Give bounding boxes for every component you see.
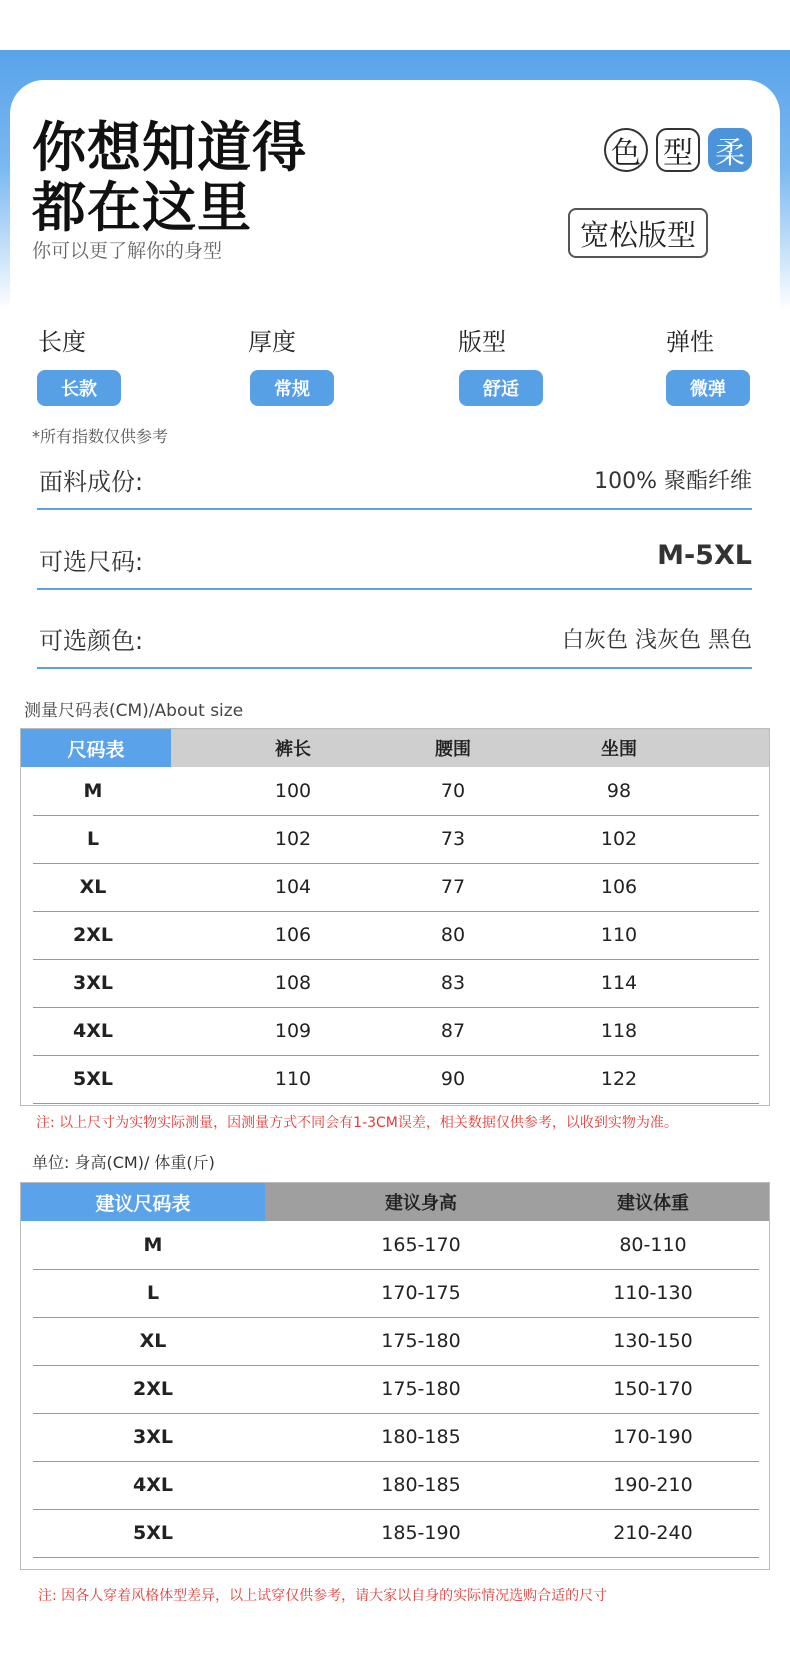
table-cell: 102 — [274, 828, 312, 850]
table-cell: 114 — [600, 972, 638, 994]
table-cell: 106 — [274, 924, 312, 946]
table-cell: 106 — [600, 876, 638, 898]
table-cell: 110 — [274, 1068, 312, 1090]
table-cell: 109 — [274, 1020, 312, 1042]
attr-label-length: 长度 — [38, 328, 86, 356]
table-cell: 2XL — [133, 1378, 173, 1400]
suggest-header-height: 建议身高 — [385, 1193, 457, 1214]
table-cell: 87 — [440, 1020, 466, 1042]
table-cell: 102 — [600, 828, 638, 850]
tag-shape: 型 — [656, 128, 700, 172]
attr-label-thickness: 厚度 — [248, 328, 296, 356]
attr-note: *所有指数仅供参考 — [32, 427, 169, 446]
table-row — [33, 767, 759, 816]
table-row — [33, 1461, 759, 1510]
table-row — [33, 1509, 759, 1558]
measure-header-size: 尺码表 — [21, 729, 171, 767]
fabric-label: 面料成份: — [39, 468, 144, 496]
table-cell: XL — [139, 1330, 167, 1352]
tag-soft: 柔 — [708, 128, 752, 172]
attr-pill-thickness: 常规 — [250, 370, 334, 406]
attr-pill-length: 长款 — [37, 370, 121, 406]
table-row — [33, 1055, 759, 1104]
hero-title-line1: 你想知道得 — [32, 116, 307, 179]
table-cell: 190-210 — [613, 1474, 693, 1496]
attr-label-fit: 版型 — [458, 328, 506, 356]
suggest-table — [20, 1182, 770, 1570]
color-label: 可选颜色: — [39, 627, 144, 655]
table-cell: 110 — [600, 924, 638, 946]
hero-subtitle: 你可以更了解你的身型 — [32, 240, 223, 262]
table-cell: 3XL — [73, 972, 113, 994]
table-cell: M — [83, 780, 103, 802]
table-cell: 4XL — [73, 1020, 113, 1042]
table-cell: 3XL — [133, 1426, 173, 1448]
table-row — [33, 1221, 759, 1270]
table-row — [33, 911, 759, 960]
table-cell: 110-130 — [613, 1282, 693, 1304]
measure-table — [20, 728, 770, 1106]
fabric-value: 100% 聚酯纤维 — [594, 469, 752, 494]
table-cell: 90 — [440, 1068, 466, 1090]
tag-color: 色 — [604, 128, 648, 172]
measure-note: 注: 以上尺寸为实物实际测量，因测量方式不同会有1-3CM误差，相关数据仅供参考，以收到实物为准。 — [36, 1115, 678, 1131]
table-cell: 5XL — [73, 1068, 113, 1090]
table-cell: 185-190 — [381, 1522, 461, 1544]
table-row — [33, 1317, 759, 1366]
measure-caption: 测量尺码表(CM)/About size — [24, 701, 244, 721]
table-cell: 77 — [440, 876, 466, 898]
table-cell: 80 — [440, 924, 466, 946]
table-cell: 4XL — [133, 1474, 173, 1496]
table-cell: 118 — [600, 1020, 638, 1042]
table-cell: L — [86, 828, 100, 850]
fabric-row — [37, 448, 752, 510]
table-cell: 165-170 — [381, 1234, 461, 1256]
color-value: 白灰色 浅灰色 黑色 — [562, 628, 752, 653]
table-cell: 73 — [440, 828, 466, 850]
table-cell: 100 — [274, 780, 312, 802]
table-cell: 122 — [600, 1068, 638, 1090]
table-cell: 80-110 — [619, 1234, 687, 1256]
table-cell: L — [146, 1282, 160, 1304]
table-cell: 5XL — [133, 1522, 173, 1544]
table-cell: 130-150 — [613, 1330, 693, 1352]
table-cell: 70 — [440, 780, 466, 802]
table-cell: 83 — [440, 972, 466, 994]
table-cell: 175-180 — [381, 1330, 461, 1352]
table-cell: 170-190 — [613, 1426, 693, 1448]
table-row — [33, 1007, 759, 1056]
measure-header-length: 裤长 — [275, 739, 311, 760]
attr-label-stretch: 弹性 — [666, 328, 714, 356]
table-row — [33, 1413, 759, 1462]
measure-header-hip: 坐围 — [601, 739, 637, 760]
hero-title-line2: 都在这里 — [32, 176, 252, 239]
table-row — [33, 815, 759, 864]
suggest-unit: 单位: 身高(CM)/ 体重(斤) — [32, 1153, 215, 1172]
table-cell: 98 — [606, 780, 632, 802]
size-value: M-5XL — [657, 540, 752, 571]
table-row — [33, 959, 759, 1008]
table-cell: 104 — [274, 876, 312, 898]
suggest-header-size: 建议尺码表 — [21, 1183, 265, 1221]
fit-badge: 宽松版型 — [568, 208, 708, 258]
table-cell: M — [143, 1234, 163, 1256]
table-cell: 210-240 — [613, 1522, 693, 1544]
size-row — [37, 528, 752, 590]
table-cell: 175-180 — [381, 1378, 461, 1400]
table-cell: XL — [79, 876, 107, 898]
attr-pill-stretch: 微弹 — [666, 370, 750, 406]
suggest-header-weight: 建议体重 — [617, 1193, 689, 1214]
table-row — [33, 1365, 759, 1414]
color-row — [37, 607, 752, 669]
attr-pill-fit: 舒适 — [459, 370, 543, 406]
table-cell: 180-185 — [381, 1474, 461, 1496]
table-cell: 150-170 — [613, 1378, 693, 1400]
table-row — [33, 1269, 759, 1318]
table-cell: 180-185 — [381, 1426, 461, 1448]
table-cell: 170-175 — [381, 1282, 461, 1304]
size-label: 可选尺码: — [39, 548, 144, 576]
hero-title — [32, 118, 307, 238]
suggest-note: 注: 因各人穿着风格体型差异，以上试穿仅供参考，请大家以自身的实际情况选购合适的尺寸 — [38, 1588, 608, 1604]
table-cell: 2XL — [73, 924, 113, 946]
table-row — [33, 863, 759, 912]
table-cell: 108 — [274, 972, 312, 994]
measure-header-waist: 腰围 — [435, 739, 471, 760]
